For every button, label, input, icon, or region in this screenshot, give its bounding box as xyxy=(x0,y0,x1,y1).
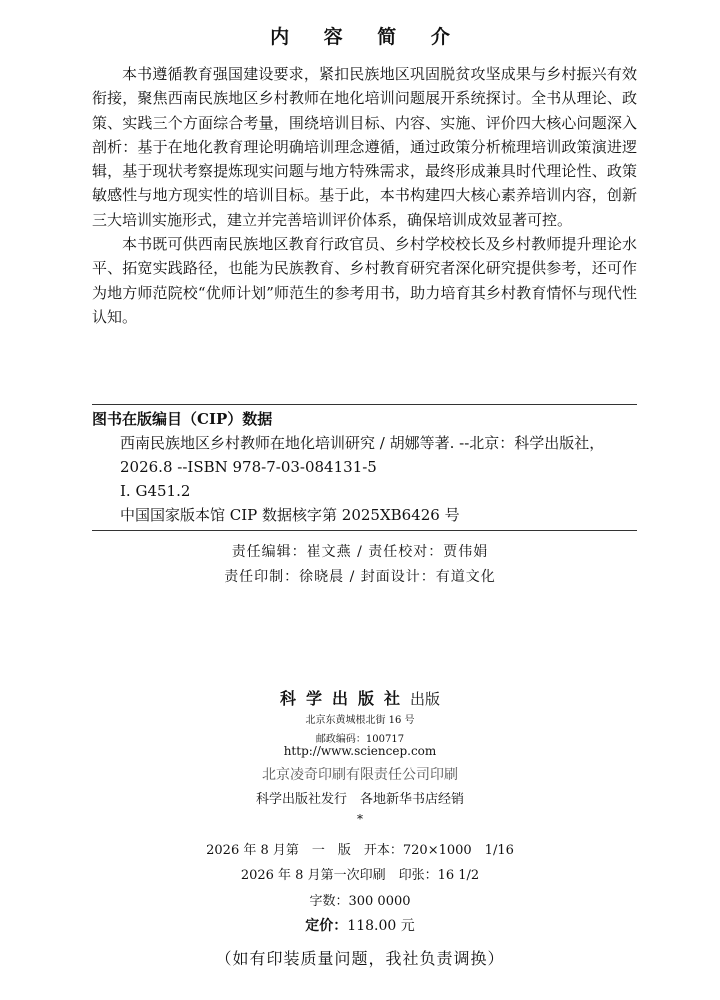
credits-line-2: 责任印制：徐晓晨 / 封面设计：有道文化 xyxy=(224,569,496,585)
publisher-website: http://www.sciencep.com xyxy=(283,744,437,758)
price-value: 118.00 元 xyxy=(347,918,415,934)
publisher-logo-text: 科学出版社 xyxy=(279,689,410,708)
separator-star: * xyxy=(357,812,363,826)
distribution-line: 科学出版社发行 各地新华书店经销 xyxy=(255,792,464,807)
credits-line-1: 责任编辑：崔文燕 / 责任校对：贾伟娟 xyxy=(231,544,489,560)
cip-entry: 西南民族地区乡村教师在地化培训研究 / 胡娜等著. --北京：科学出版社，2026.8 --ISBN 978-7-03-084131-5 xyxy=(120,434,605,476)
publisher-address: 北京东黄城根北街 16 号 xyxy=(305,715,415,726)
page-title: 内 容 简 介 xyxy=(270,26,464,48)
quality-notice: （如有印装质量问题，我社负责调换） xyxy=(215,949,505,968)
printer-line: 北京凌奇印刷有限责任公司印刷 xyxy=(262,767,458,783)
cip-heading: 图书在版编目（CIP）数据 xyxy=(92,410,273,428)
edition-line-1: 2026 年 8 月第 一 版 开本：720×1000 1/16 xyxy=(206,843,514,858)
edition-line-2: 2026 年 8 月第一次印刷 印张：16 1/2 xyxy=(240,868,480,883)
credits xyxy=(0,540,720,590)
edition-line-3: 字数：300 0000 xyxy=(309,894,411,909)
cip-record: 中国国家版本馆 CIP 数据核字第 2025XB6426 号 xyxy=(120,506,460,524)
publisher-postcode: 邮政编码：100717 xyxy=(315,734,405,745)
price-label: 定价： xyxy=(305,918,348,934)
price-line xyxy=(0,915,720,935)
cip-block xyxy=(92,404,637,531)
publisher-line xyxy=(0,686,720,709)
abstract-paragraph-1: 本书遵循教育强国建设要求，紧扣民族地区巩固脱贫攻坚成果与乡村振兴有效衔接，聚焦西南民族地区乡村教师在地化培训问题展开系统探讨。全书从理论、政策、实践三个方面综合考量，围绕培训目标、内容、实施、评价四大核心问题深入剖析：基于在地化教育理论明确培训理念遵循，通过政策分析梳理培训政策演进逻辑，基于现状考察提炼现实问题与地方特殊需求，最终形成兼具时代理论性、政策敏感性与地方现实性的培训目标。基于此，本书构建四大核心素养培训内容，创新三大培训实施形式，建立并完善培训评价体系，确保培训成效显著可控。 xyxy=(92,65,637,229)
abstract-paragraph-2: 本书既可供西南民族地区教育行政官员、乡村学校校长及乡村教师提升理论水平、拓宽实践路径，也能为民族教育、乡村教育研究者深化研究提供参考，还可作为地方师范院校“优师计划”师范生的参考用书，助力培育其乡村教育情怀与现代性认知。 xyxy=(92,235,637,326)
cip-classification: Ⅰ. G451.2 xyxy=(120,482,191,500)
publisher-suffix: 出版 xyxy=(410,690,441,708)
abstract xyxy=(92,62,637,329)
